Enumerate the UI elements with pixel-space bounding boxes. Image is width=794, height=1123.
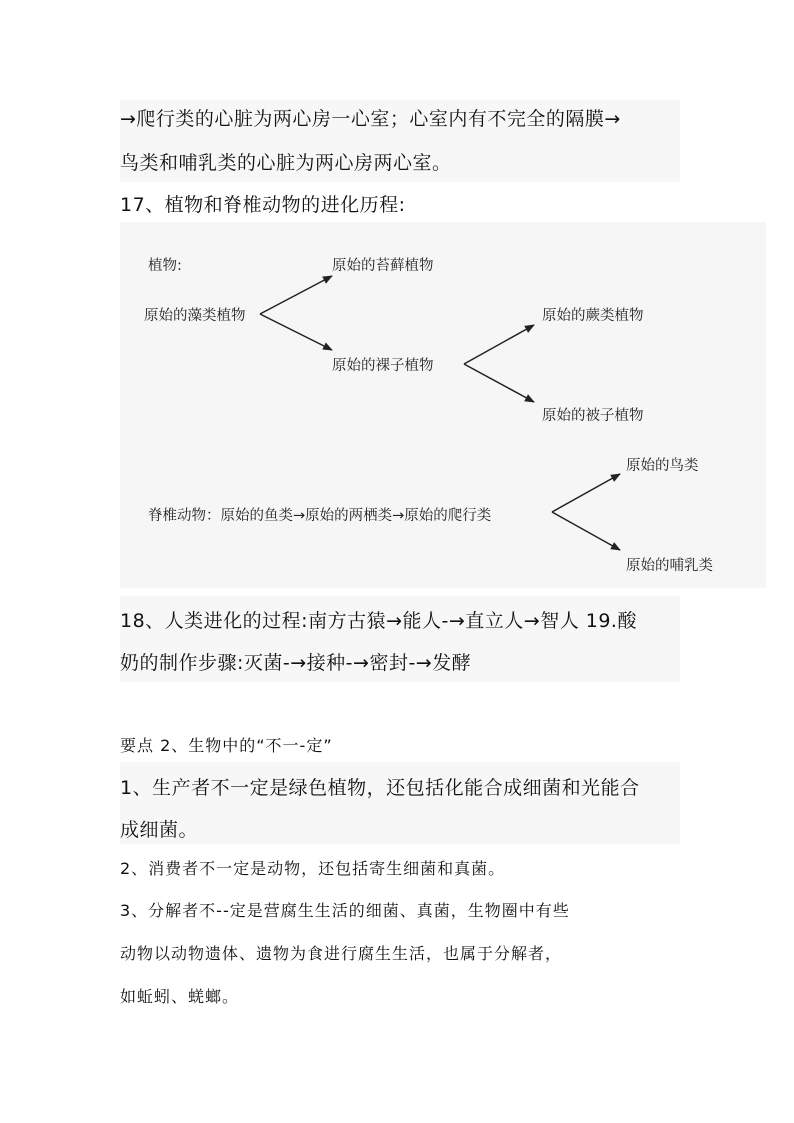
point1-line-1: 1、生产者不一定是绿色植物，还包括化能合成细菌和光能合 bbox=[120, 777, 640, 799]
section2-title: 要点 2、生物中的“不一-定” bbox=[120, 736, 333, 755]
plant-label: 植物: bbox=[148, 258, 182, 274]
arrow-reptile-to-birds bbox=[552, 474, 620, 512]
node-gymnosperm: 原始的裸子植物 bbox=[332, 358, 434, 374]
node-vertebrate-chain: 脊椎动物：原始的鱼类→原始的两栖类→原始的爬行类 bbox=[148, 508, 492, 524]
node-moss: 原始的苔藓植物 bbox=[332, 258, 434, 274]
point3-line-1: 3、分解者不--定是营腐生生活的细菌、真菌，生物圈中有些 bbox=[120, 901, 570, 920]
point3-line-3: 如蚯蚓、蜣螂。 bbox=[120, 987, 240, 1006]
item18-line-1: 18、人类进化的过程:南方古猿→能人-→直立人→智人 19.酸 bbox=[120, 610, 637, 632]
point1-line-2: 成细菌。 bbox=[120, 819, 199, 841]
evolution-diagram bbox=[120, 222, 766, 588]
arrow-algae-to-gymnosperm bbox=[260, 314, 332, 350]
item17-heading: 17、植物和脊椎动物的进化历程: bbox=[120, 194, 406, 216]
arrow-gymnosperm-to-angiosperm bbox=[464, 364, 534, 402]
diagram-arrows bbox=[120, 222, 766, 588]
node-mammals: 原始的哺乳类 bbox=[626, 558, 713, 574]
point2-line: 2、消费者不一定是动物，还包括寄生细菌和真菌。 bbox=[120, 859, 506, 878]
arrow-reptile-to-mammals bbox=[552, 512, 620, 550]
node-birds: 原始的鸟类 bbox=[626, 458, 699, 474]
arrow-algae-to-moss bbox=[260, 276, 332, 314]
item18-line-2: 奶的制作步骤:灭菌-→接种-→密封-→发酵 bbox=[120, 652, 472, 674]
intro-line-1: →爬行类的心脏为两心房一心室；心室内有不完全的隔膜→ bbox=[120, 108, 621, 130]
arrow-gymnosperm-to-fern bbox=[464, 325, 534, 364]
intro-line-2: 鸟类和哺乳类的心脏为两心房两心室。 bbox=[120, 152, 452, 174]
node-algae: 原始的藻类植物 bbox=[144, 308, 246, 324]
point3-line-2: 动物以动物遗体、遗物为食进行腐生生活，也属于分解者， bbox=[120, 944, 563, 963]
node-fern: 原始的蕨类植物 bbox=[542, 308, 644, 324]
node-angiosperm: 原始的被子植物 bbox=[542, 408, 644, 424]
